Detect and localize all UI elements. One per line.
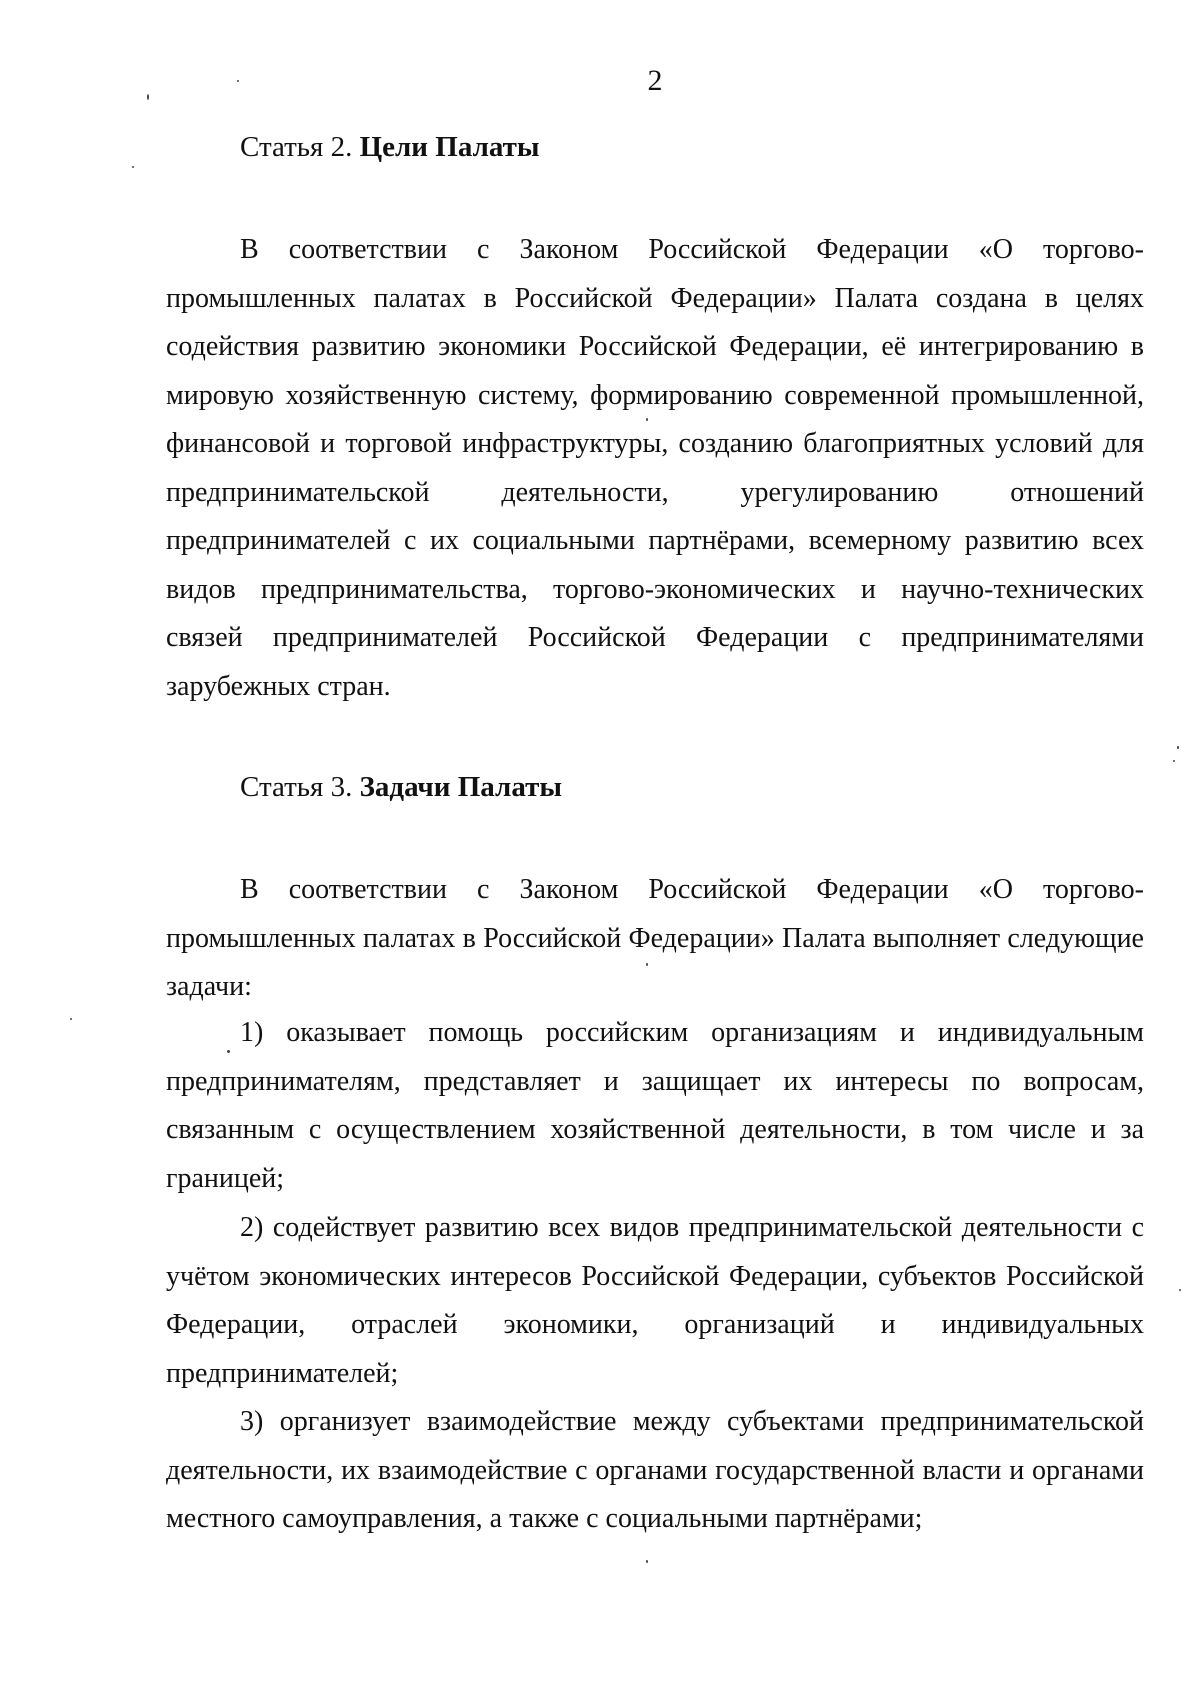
scan-speck — [1177, 746, 1179, 749]
scan-speck — [1179, 1289, 1181, 1291]
article-3-item-3: 3) организует взаимодействие между субъектами предпринимательской деятельности, их взаимодействие с органами государственной власти и органами местного самоуправления, а также с социальными партнёрами; — [166, 1406, 1144, 1534]
scan-speck — [646, 1560, 648, 1563]
article-3-intro: В соответствии с Законом Российской Федерации «О торгово-промышленных палатах в Российской Федерации» Палата выполняет следующие задачи: — [166, 874, 1144, 1002]
article-3-prefix: Статья 3. — [240, 771, 353, 803]
article-3-title: Задачи Палаты — [359, 771, 562, 803]
article-2-title: Цели Палаты — [359, 131, 540, 163]
scan-speck — [646, 418, 648, 421]
scan-speck — [132, 166, 134, 168]
page-number: 2 — [647, 64, 663, 97]
scan-speck — [227, 1050, 230, 1053]
scan-speck — [147, 94, 149, 100]
article-2-paragraph: В соответствии с Законом Российской Федерации «О торгово-промышленных палатах в Российской Федерации» Палата создана в целях содействия развитию экономики Российской Федерации, её интегрированию в мировую хозяйственную систему, формированию современной промышленной, финансовой и торговой инфраструктуры, созданию благоприятных условий для предпринимательской деятельности, урегулированию отношений предпринимателей с их социальными партнёрами, всемерному развитию всех видов предпринимательства, торгово-экономических и научно-технических связей предпринимателей Российской Федерации с предпринимателями зарубежных стран. — [166, 234, 1144, 702]
scan-speck — [237, 80, 239, 82]
scan-speck — [70, 1018, 72, 1020]
article-3-item-2: 2) содействует развитию всех видов предпринимательской деятельности с учётом экономических интересов Российской Федерации, субъектов Российской Федерации, отраслей экономики, организаций и индивидуальных предпринимателей; — [166, 1212, 1144, 1389]
article-2-prefix: Статья 2. — [240, 131, 353, 163]
scan-speck — [646, 963, 648, 966]
article-2-heading — [240, 130, 540, 164]
article-3-item-1: 1) оказывает помощь российским организациям и индивидуальным предпринимателям, представляет и защищает их интересы по вопросам, связанным с осуществлением хозяйственной деятельности, в том числе и за границей; — [166, 1017, 1144, 1194]
scan-speck — [1173, 760, 1175, 762]
article-3-heading — [240, 770, 562, 804]
